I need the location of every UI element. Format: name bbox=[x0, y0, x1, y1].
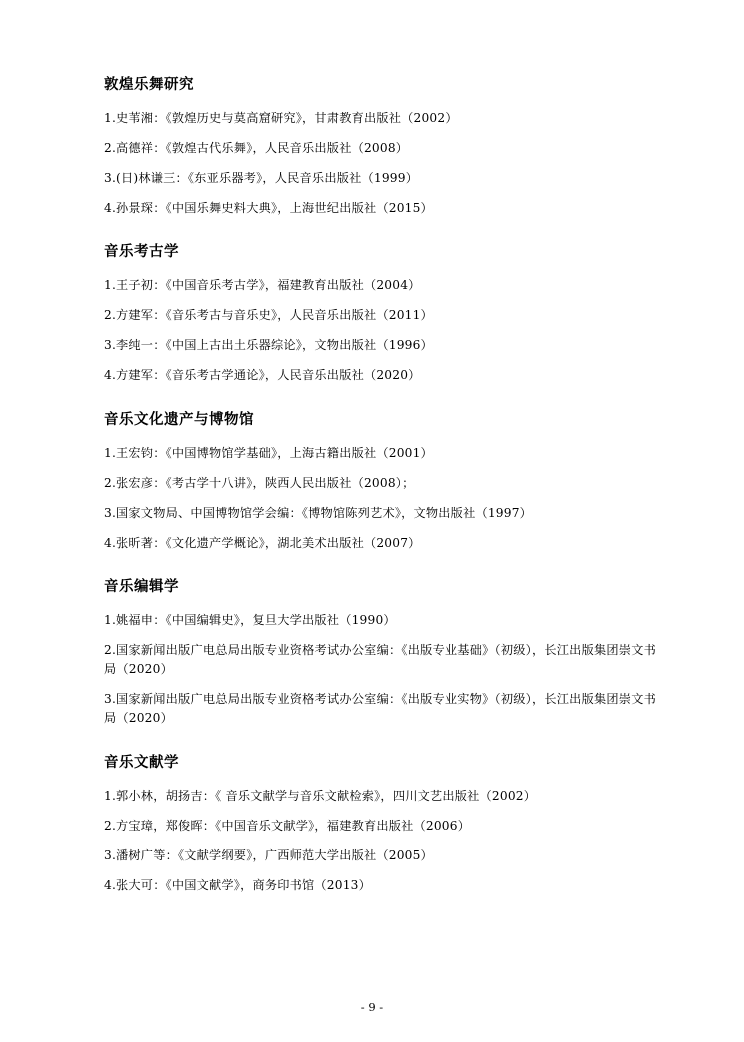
section-title: 音乐编辑学 bbox=[104, 578, 179, 596]
section-heritage-and-museum bbox=[104, 411, 656, 552]
bibliography-entry: 2.方建军：《音乐考古与音乐史》，人民音乐出版社（2011） bbox=[104, 308, 433, 323]
section-title: 敦煌乐舞研究 bbox=[104, 76, 194, 93]
bibliography-entry: 2.张宏彦：《考古学十八讲》，陕西人民出版社（2008）； bbox=[104, 475, 415, 490]
section-dunhuang-music-dance bbox=[104, 76, 656, 217]
section-title: 音乐文献学 bbox=[104, 753, 179, 771]
bibliography-entry: 3.潘树广等：《文献学纲要》，广西师范大学出版社（2005） bbox=[104, 848, 433, 863]
bibliography-entry: 3.国家新闻出版广电总局出版专业资格考试办公室编：《出版专业实物》（初级），长江出版集团崇文书局（2020） bbox=[104, 691, 656, 725]
bibliography-entry: 3.(日)林谦三：《东亚乐器考》，人民音乐出版社（1999） bbox=[104, 170, 419, 185]
bibliography-entry: 4.张大可：《中国文献学》，商务印书馆（2013） bbox=[104, 878, 372, 893]
bibliography-entry: 4.张昕著：《文化遗产学概论》，湖北美术出版社（2007） bbox=[104, 535, 421, 550]
bibliography-entry: 2.高德祥：《敦煌古代乐舞》，人民音乐出版社（2008） bbox=[104, 140, 409, 155]
bibliography-entry: 4.孙景琛：《中国乐舞史料大典》，上海世纪出版社（2015） bbox=[104, 200, 433, 215]
bibliography-entry: 1.史苇湘：《敦煌历史与莫高窟研究》，甘肃教育出版社（2002） bbox=[104, 110, 458, 125]
bibliography-entry: 2.方宝璋，郑俊晖：《中国音乐文献学》，福建教育出版社（2006） bbox=[104, 818, 471, 833]
page-number: - 9 - bbox=[360, 1000, 384, 1014]
bibliography-entry: 1.姚福申：《中国编辑史》，复旦大学出版社（1990） bbox=[104, 613, 396, 628]
bibliography-entry: 1.郭小林，胡扬吉：《 音乐文献学与音乐文献检索》，四川文艺出版社（2002） bbox=[104, 788, 537, 803]
document-content bbox=[104, 76, 656, 895]
bibliography-entry: 4.方建军：《音乐考古学通论》，人民音乐出版社（2020） bbox=[104, 368, 421, 383]
section-music-archaeology bbox=[104, 243, 656, 384]
bibliography-entry: 3.李纯一：《中国上古出土乐器综论》，文物出版社（1996） bbox=[104, 338, 433, 353]
bibliography-entry: 1.王宏钧：《中国博物馆学基础》，上海古籍出版社（2001） bbox=[104, 445, 433, 460]
bibliography-entry: 2.国家新闻出版广电总局出版专业资格考试办公室编：《出版专业基础》（初级），长江出版集团崇文书局（2020） bbox=[104, 643, 656, 677]
section-title: 音乐考古学 bbox=[104, 243, 179, 261]
bibliography-entry: 3.国家文物局、中国博物馆学会编：《博物馆陈列艺术》，文物出版社（1997） bbox=[104, 505, 533, 520]
section-title: 音乐文化遗产与博物馆 bbox=[104, 410, 254, 428]
bibliography-entry: 1.王子初：《中国音乐考古学》，福建教育出版社（2004） bbox=[104, 278, 421, 293]
section-music-philology bbox=[104, 754, 656, 895]
section-music-editing bbox=[104, 578, 656, 727]
